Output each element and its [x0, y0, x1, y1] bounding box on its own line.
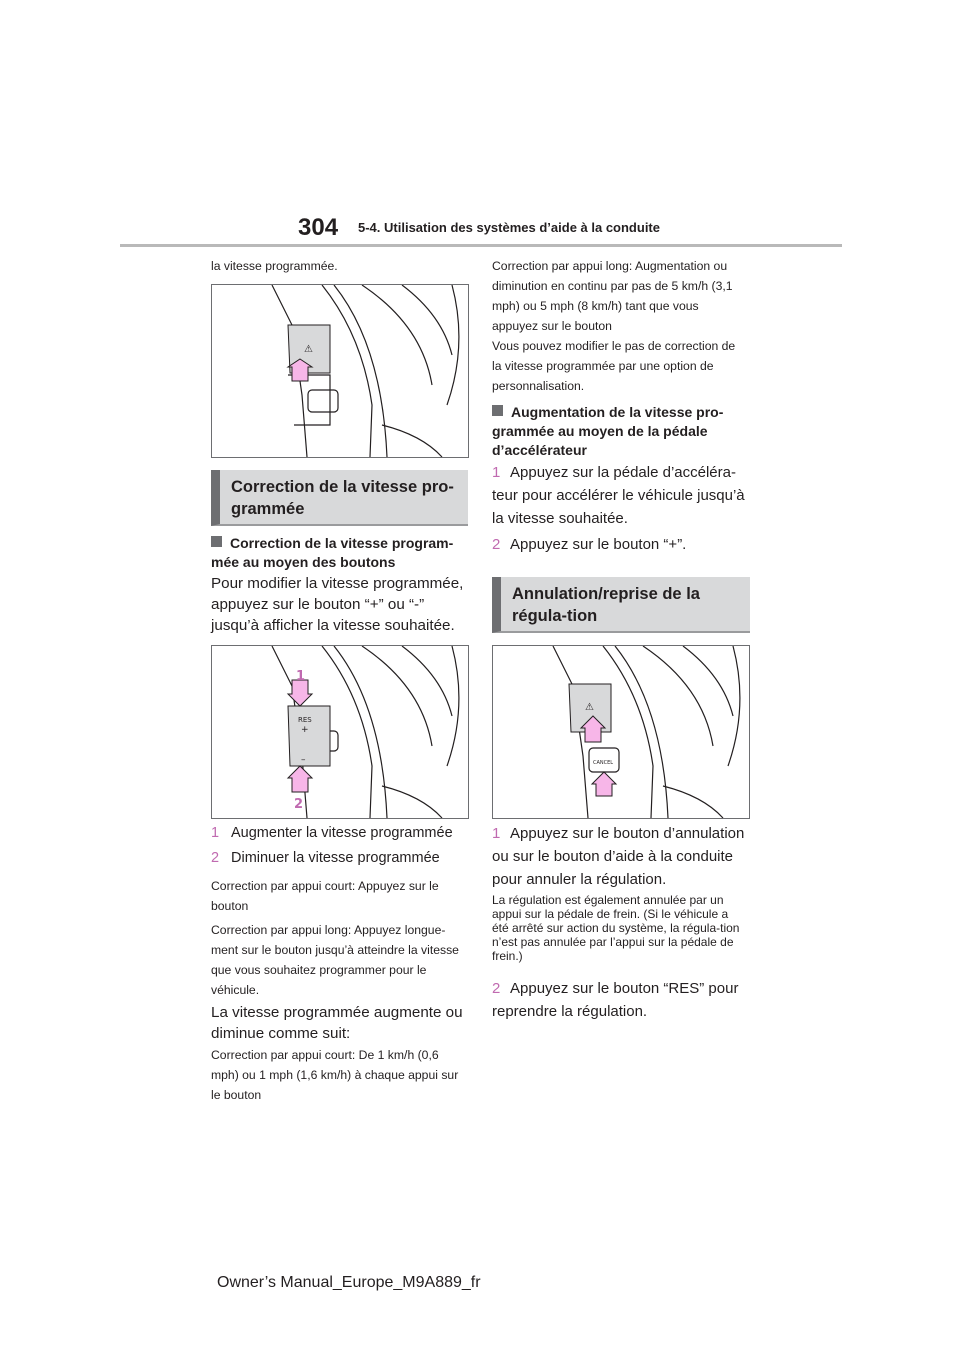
square-bullet-icon [211, 536, 222, 547]
step-text: Appuyez sur le bouton d’annulation ou sur le bouton d’aide à la conduite pour annuler la régulation. [492, 825, 745, 888]
list-number: 2 [211, 850, 220, 866]
step-text: Appuyez sur la pédale d’accéléra-teur pour accélérer le véhicule jusqu’à la vitesse souhaitée. [492, 464, 745, 527]
note-short-step: Correction par appui court: De 1 km/h (0,6 mph) ou 1 mph (1,6 km/h) à chaque appui sur le bouton [211, 1048, 459, 1102]
figure-steering-switch-1 [211, 284, 469, 458]
steering-switch-plus-minus-illustration [212, 646, 468, 818]
steering-switch-cancel-illustration [493, 646, 749, 818]
fig-label-1: 1 [296, 669, 306, 684]
step-text: Appuyez sur le bouton “+”. [510, 536, 687, 553]
subheading-buttons [211, 534, 467, 572]
list-item-decrease [211, 847, 471, 869]
step-cancel [492, 822, 750, 891]
step-press-plus [492, 533, 750, 556]
list-text: Augmenter la vitesse programmée [231, 825, 453, 841]
note-long-press: Correction par appui long: Appuyez longue-ment sur le bouton jusqu’à atteindre la vitesse que vous souhaitez programmer pour le véhicule. [211, 923, 459, 997]
list-item-increase [211, 822, 471, 844]
chapter-title: 5-4. Utilisation des systèmes d’aide à la conduite [358, 220, 660, 235]
step-accelerate [492, 461, 750, 530]
steering-switch-illustration [212, 285, 468, 457]
fig-label-2: 2 [294, 797, 304, 812]
note-long-step: Correction par appui long: Augmentation ou diminution en continu par pas de 5 km/h (3,1 mph) ou 5 mph (8 km/h) tant que vous appuyez sur le bouton [492, 259, 733, 333]
square-bullet-icon [492, 405, 503, 416]
note-brake-cancel: La régulation est également annulée par un appui sur la pédale de frein. (Si le véhicule a été arrêté sur action du système, la régula-tion n’est pas annulée par l’appui sur la pédale de frein.) [492, 893, 740, 963]
svg-text:–: – [301, 755, 306, 765]
step-number: 1 [492, 464, 501, 481]
para-speed-change: La vitesse programmée augmente ou diminue comme suit: [211, 1004, 463, 1042]
step-resume [492, 977, 750, 1023]
subheading-accelerator [492, 403, 748, 460]
subheading-accelerator-text: Augmentation de la vitesse pro-grammée au moyen de la pédale d’accélérateur [492, 404, 724, 458]
svg-text:⚠: ⚠ [585, 702, 594, 713]
step-text: Appuyez sur le bouton “RES” pour reprendre la régulation. [492, 980, 739, 1020]
header-rule [120, 244, 842, 247]
note-short-press: Correction par appui court: Appuyez sur le bouton [211, 879, 439, 913]
figure-steering-switch-cancel [492, 645, 750, 819]
step-number: 1 [492, 825, 501, 842]
res-label: RES [298, 716, 312, 724]
figure-steering-switch-2 [211, 645, 469, 819]
intro-text: la vitesse programmée. [211, 259, 338, 273]
step-number: 2 [492, 536, 501, 553]
list-text: Diminuer la vitesse programmée [231, 850, 440, 866]
footer-manual-id: Owner’s Manual_Europe_M9A889_fr [217, 1274, 481, 1291]
list-number: 1 [211, 825, 220, 841]
step-number: 2 [492, 980, 501, 997]
cancel-label: CANCEL [593, 760, 614, 766]
svg-text:⚠: ⚠ [304, 344, 313, 355]
para-modify-speed: Pour modifier la vitesse programmée, appuyez sur le bouton “+” ou “-” jusqu’à afficher la vitesse souhaitée. [211, 575, 464, 634]
subheading-buttons-text: Correction de la vitesse program-mée au moyen des boutons [211, 535, 454, 570]
section-heading-cancel-resume: Annulation/reprise de la régula-tion [492, 577, 750, 633]
note-customization: Vous pouvez modifier le pas de correction de la vitesse programmée par une option de personnalisation. [492, 339, 736, 393]
section-heading-correction: Correction de la vitesse pro-grammée [211, 470, 468, 526]
page-number: 304 [298, 214, 339, 241]
svg-text:+: + [301, 725, 309, 735]
